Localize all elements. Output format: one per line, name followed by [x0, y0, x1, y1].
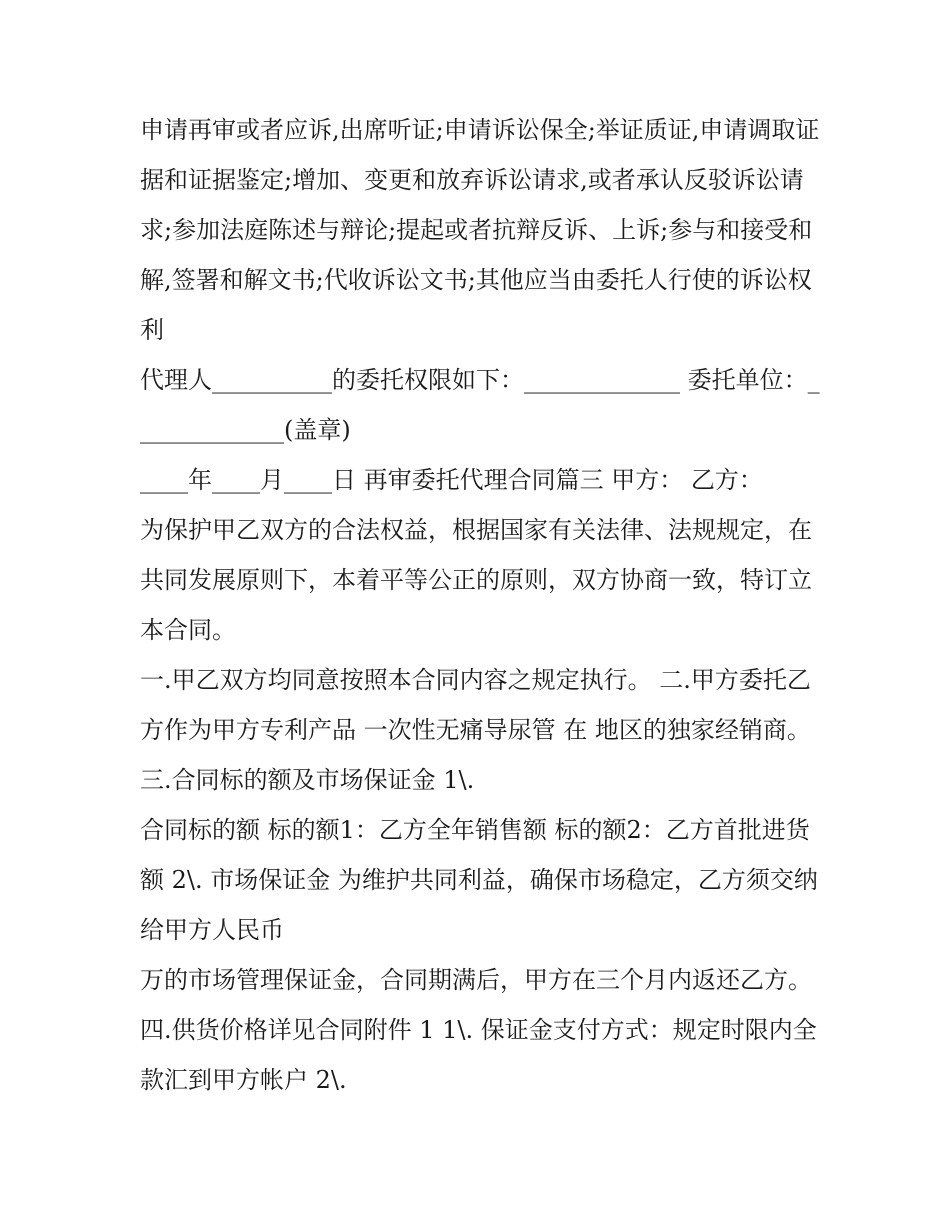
paragraph-deposit-terms: 万的市场管理保证金，合同期满后，甲方在三个月内返还乙方。 四.供货价格详见合同附件 1 1\. 保证金支付方式：规定时限内全款汇到甲方帐户 2\.	[140, 966, 820, 1094]
paragraph-litigation-rights: 申请再审或者应诉,出席听证;申请诉讼保全;举证质证,申请调取证据和证据鉴定;增加、变更和放弃诉讼请求,或者承认反驳诉讼请求;参加法庭陈述与辩论;提起或者抗辩反诉、上诉;参与和接受和解,签署和解文书;代收诉讼文书;其他应当由委托人行使的诉讼权利	[140, 116, 820, 344]
paragraph-clauses-1-3: 一.甲乙双方均同意按照本合同内容之规定执行。 二.甲方委托乙方作为甲方专利产品 一次性无痛导尿管 在 地区的独家经销商。 三.合同标的额及市场保证金 1\.	[140, 666, 819, 794]
paragraph-date-and-parties: ____年____月____日 再审委托代理合同篇三 甲方： 乙方：	[140, 466, 763, 494]
paragraph-contract-amount: 合同标的额 标的额1：乙方全年销售额 标的额2：乙方首批进货额 2\. 市场保证金 为维护共同利益，确保市场稳定，乙方须交纳给甲方人民币	[140, 816, 818, 944]
paragraph-agent-authority: 代理人__________的委托权限如下：_____________ 委托单位：_____________(盖章)	[140, 366, 820, 444]
paragraph-preamble: 为保护甲乙双方的合法权益，根据国家有关法律、法规规定，在共同发展原则下，本着平等公正的原则，双方协商一致，特订立本合同。	[140, 516, 812, 644]
document-body	[140, 105, 820, 1105]
